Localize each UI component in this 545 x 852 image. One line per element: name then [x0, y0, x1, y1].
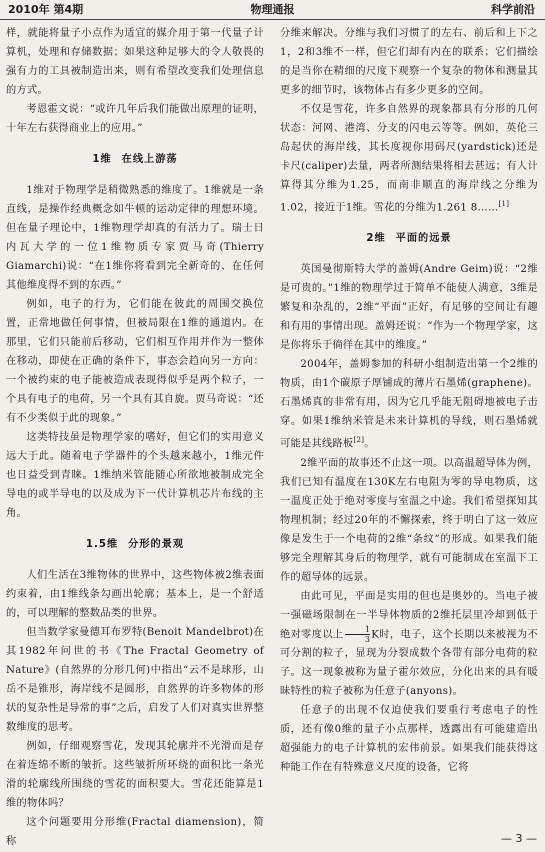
section-title: 分形的景观: [128, 539, 185, 550]
right-column: [280, 24, 538, 834]
paragraph-text: K时，电子，这个长期以来被视为不可分割的粒子，显现为分裂成数个各带有部分电荷的粒子。这一现象被称为量子霍尔效应，分化出来的具有暖昧特性的粒子被称为任意子(anyons)。: [280, 629, 538, 698]
section-label: 科学前沿: [491, 3, 535, 16]
section-title: 在线上游荡: [121, 154, 178, 165]
fraction-denominator: 3: [364, 634, 371, 644]
paragraph-text: 2004年，盖姆参加的科研小组制造出第一个2维的物质，由1个碳原子厚铺成的薄片石墨烯(graphene)。石墨烯真的非常有用，因为它几乎能无阻碍地被电子击穿。如果1维纳米管是未来计算机的导线，则石墨烯就可能是其线路板: [280, 359, 538, 450]
paragraph: 1维对于物理学是稍微熟悉的维度了。1维就是一条直线，是操作经典概念如牛顿的运动定律的理想环境。但在量子理论中，1维物理学却真的有活力了。瑞士日内瓦大学的一位1维物质专家贾马奇(Thierry Giamarchi)说：“在1维你将看到完全新奇的、在任何其他维度得不到的东西。”: [6, 185, 264, 291]
paragraph: [280, 100, 538, 217]
paragraph: 任意子的出现不仅迫使我们要重行考虑电子的性质，还有像0维的量子小点那样，透露出有可能建造出超强能力的电子计算机的宏伟前景。如果我们能获得这种能工作在有特殊意义尺度的设备，它将: [280, 705, 538, 774]
paragraph: 例如，电子的行为，它们能在彼此的周围交换位置，正常地做任何事情，但被局限在1维的通道内。在那里，它们只能前后移动，它们相互作用并作为一整体在移动，即使在正确的条件下，事态会趋向另一方向：一个被约束的电子能被造成表现得似乎是两个粒子，一个具有电子的电荷，另一个具有其自旋。贾马奇说：“还有不少类似于此的现象。”: [6, 299, 264, 424]
section-number: 2维: [366, 233, 386, 245]
section-number: 1.5维: [85, 539, 119, 550]
paragraph: 例如，仔细观察雪花，发现其轮廓并不光滑而是存在着连绵不断的皱折。这些皱折所环绕的面积比一条光滑的轮廓线所围绕的雪花的面积要大。雪花还能算是1维的物体吗？: [6, 741, 264, 809]
paragraph: 2维平面的故事还不止这一项。以高温超导体为例，我们已知有温度在130K左右电阻为零的导电物质，这一温度正处于绝对零度与室温之中途。我们希望探知其物理机制；经过20年的不懈探索，终于明白了这一效应像是发生于一个电荷的2维“条纹”的形成。如果我们能够完全理解其身后的物理学，就有可能制成在室温下工作的超导体的远景。: [280, 457, 538, 583]
page-number: — 3 —: [501, 832, 537, 845]
paragraph: 英国曼彻斯特大学的盖姆(Andre Geim)说：“2维是可贵的。”1维的物理学过于简单不能使人满意，3维是繁复和杂乱的，2维“平面”正好，有足够的空间让有趣和有用的事情出现。盖姆还说：“作为一个物理学家，这是你将乐于徜徉在其中的维度。”: [280, 264, 538, 352]
paragraph: [280, 355, 538, 453]
paragraph: 样，就能将量子小点作为适宜的媒介用于第一代量子计算机，处理和存储数据；如果这种足够大的令人敬畏的强有力的工具被制造出来，则有希望改变我们处理信息的方式。: [6, 28, 264, 96]
issue-label: 2010年 第4期: [8, 3, 84, 16]
section-number: 1维: [92, 154, 112, 165]
paragraph-text: 由此可见，平面是实用的但也是奥妙的。当电子被一强磁场限制在一半导体物质的2维托层里冷却到低于绝对零度以上: [280, 590, 538, 641]
section-title: 平面的远景: [395, 233, 452, 245]
paragraph: 考恩霍文说：“或许几年后我们能做出原理的证明，十年左右获得商业上的应用。”: [6, 104, 264, 134]
paragraph: 这个问题要用分形维(Fractal diamension)，简称: [6, 817, 264, 847]
paragraph: 但当数学家曼德耳布罗特(Benoit Mandelbrot)在其1982年问世的书《The Fractal Geometry of Nature》(自然界的分形几何)中指出“云不是球形，山岳不是锥形，海岸线不是圆形，自然界的许多物体的形状的复杂性是导常的事”之后，启发了人们对真实世界整数维度的思考。: [6, 627, 264, 733]
section-heading-1-5d: [6, 535, 264, 554]
paragraph: 人们生活在3维物体的世界中，这些物体被2维表面约束着，由1维线条勾画出轮廓；基本上，是一个舒适的，可以理解的整数品类的世界。: [6, 570, 264, 619]
citation-ref: [2]: [353, 436, 365, 445]
left-column: [6, 24, 264, 847]
fraction: [345, 625, 371, 644]
paragraph: 分维来解决。分维与我们习惯了的左右、前后和上下之1，2和3维不一样，但它们却有内在的联系；它们描绘的是当你在精细的尺度下观察一个复杂的物体和测量其更多的细节时，该物体占有多少更多的空间。: [280, 28, 538, 96]
citation-ref: [1]: [498, 200, 510, 208]
paragraph-text: 。: [364, 438, 375, 450]
paragraph: 这类特技虽是物理学家的嗜好，但它们的实用意义远大于此。随着电子学器件的个头越来越小，1维元件也日益受到青睐。1维纳米管能随心所欲地被制成完全导电的或半导电的以及成为下一代计算机芯片布线的主角。: [6, 432, 264, 519]
running-header: [0, 0, 545, 20]
section-heading-2d: [280, 229, 538, 248]
fraction-numerator: 1: [345, 625, 371, 635]
paragraph: [280, 587, 538, 702]
section-heading-1d: [6, 150, 264, 169]
paragraph-text: 不仅是雪花，许多自然界的现象都具有分形的几何状态：河网、港湾、分支的闪电云等等。例如，英伦三岛起伏的海岸线，其长度视你用码尺(yardstick)还是卡尺(caliper)去量，两者所测结果将相去甚远；有人计算得其分维为1.25，而南非顺直的海岸线之分维为1.02，接近于1维。雪花的分维为1.261 8……: [280, 104, 538, 214]
journal-name: 物理通报: [250, 3, 295, 16]
